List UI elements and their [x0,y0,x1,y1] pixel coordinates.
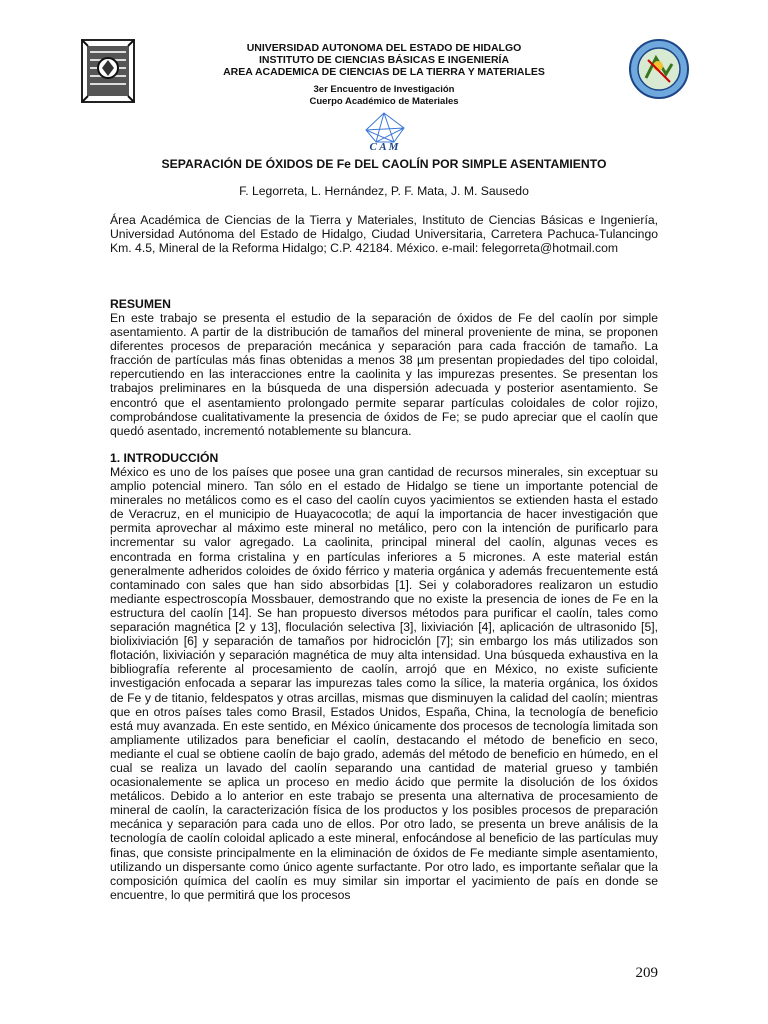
affiliation: Área Académica de Ciencias de la Tierra y Materiales, Instituto de Ciencias Básicas e Ingeniería, Universidad Autónoma del Estado de Hidalgo, Ciudad Universitaria, Carretera Pachuca-Tulancingo Km. 4.5, Mineral de la Reforma Hidalgo; C.P. 42184. México. e-mail: felegorreta@hotmail.com [110,213,658,256]
university-name: UNIVERSIDAD AUTONOMA DEL ESTADO DE HIDALGO [246,42,522,54]
paper-authors: F. Legorreta, L. Hernández, P. F. Mata, J. M. Sausedo [239,184,529,198]
cam-logo-text: C A M [369,141,399,152]
group-name: Cuerpo Académico de Materiales [309,96,459,107]
event-name: 3er Encuentro de Investigación [313,84,455,95]
introduction-text: México es uno de los países que posee una gran cantidad de recursos minerales, sin exceptuar su amplio potencial minero. Tan sólo en el estado de Hidalgo se tiene un importante potencial de minerales no metálicos como es el caso del caolín cuyos yacimientos se extienden hasta el estado de Veracruz, en el municipio de Huayacocotla; de aquí la importancia de hacer investigación que permita aprovechar al máximo este mineral no metálico, pero con la intención de purificarlo para incrementar su valor agregado. La caolinita, principal mineral del caolín, algunas veces es encontrada en forma cristalina y en partículas inferiores a 5 micrones. A este material están generalmente adheridos coloides de óxido férrico y materia orgánica y además frecuentemente está contaminado con sales que han sido absorbidas [1]. Sei y colaboradores realizaron un estudio mediante espectroscopía Mossbauer, demostrando que no existe la presencia de iones de Fe en la estructura del caolín [14]. Se han propuesto diversos métodos para purificar el caolín, tales como separación magnética [2 y 13], floculación selectiva [3], lixiviación [4], aplicación de ultrasonido [5], biolixiviación [6] y separación de tamaños por hidrociclón [7]; sin embargo los más utilizados son flotación, lixiviación y separación magnética de muy alta intensidad. Una búsqueda exhaustiva en la bibliografía referente al procesamiento de caolín, arrojó que en México, no existe suficiente investigación enfocada a separar las impurezas tales como la sílice, la materia orgánica, los óxidos de Fe y de titanio, feldespatos y otras arcillas, mismas que disminuyen la calidad del caolín; mientras que en otros países tales como Brasil, Estados Unidos, España, China, la tecnología de beneficio está muy avanzada. En este sentido, en México únicamente dos procesos de tecnología limitada son ampliamente utilizados para beneficiar el caolín, destacando el método de beneficio en seco, mediante el cual se obtiene caolín de bajo grado, además del método de beneficio en húmedo, en el cual se realiza un lavado del caolín separando una cantidad de material grueso y también ocasionalemente se aplica un proceso en medio ácido que permite la disolución de los óxidos metálicos. Debido a lo anterior en este trabajo se presenta una alternativa de procesamiento de mineral de caolín, la caracterización física de los productos y los posibles procesos de preparación mecánica y separación para cada uno de ellos. Por otro lado, se presenta un breve análisis de la tecnología de caolín coloidal aplicado a este mineral, enfocándose al beneficio de las partículas muy finas, que consiste principalmente en la eliminación de óxidos de Fe mediante simple asentamiento, utilizando un dispersante como único agente surfactante. Por otro lado, es importante señalar que la composición química del caolín es muy similar sin importar el yacimiento de país en donde se encuentre, lo que permitirá que los procesos [110,465,658,902]
institute-name: INSTITUTO DE CIENCIAS BÁSICAS E INGENIERÍA [258,54,510,66]
paper-title: SEPARACIÓN DE ÓXIDOS DE Fe DEL CAOLÍN POR SIMPLE ASENTAMIENTO [161,157,607,171]
earth-sciences-logo [628,38,690,100]
introduction-heading: 1. INTRODUCCIÓN [110,451,219,465]
cam-logo [354,110,414,152]
page-number: 209 [635,965,658,981]
abstract-text: En este trabajo se presenta el estudio de la separación de óxidos de Fe del caolín por simple asentamiento. A partir de la distribución de tamaños del mineral proveniente de mina, se proponen diferentes procesos de preparación mecánica y separación para cada fracción de tamaño. La fracción de partículas más finas obtenidas a menos 38 µm presentan propiedades del tipo coloidal, repercutiendo en las interacciones entre la caolinita y las impurezas presentes. Se presentan los trabajos preliminares en la búsqueda de una dispersión adecuada y posterior asentamiento. Se encontró que el asentamiento prolongado permite separar partículas coloidales de color rojizo, comprobándose cualitativamente la presencia de óxidos de Fe; se pudo apreciar que el caolín que quedó asentado, incrementó notablemente su blancura. [110,311,658,438]
department-name: AREA ACADEMICA DE CIENCIAS DE LA TIERRA Y MATERIALES [223,66,545,78]
abstract-heading: RESUMEN [110,297,171,311]
